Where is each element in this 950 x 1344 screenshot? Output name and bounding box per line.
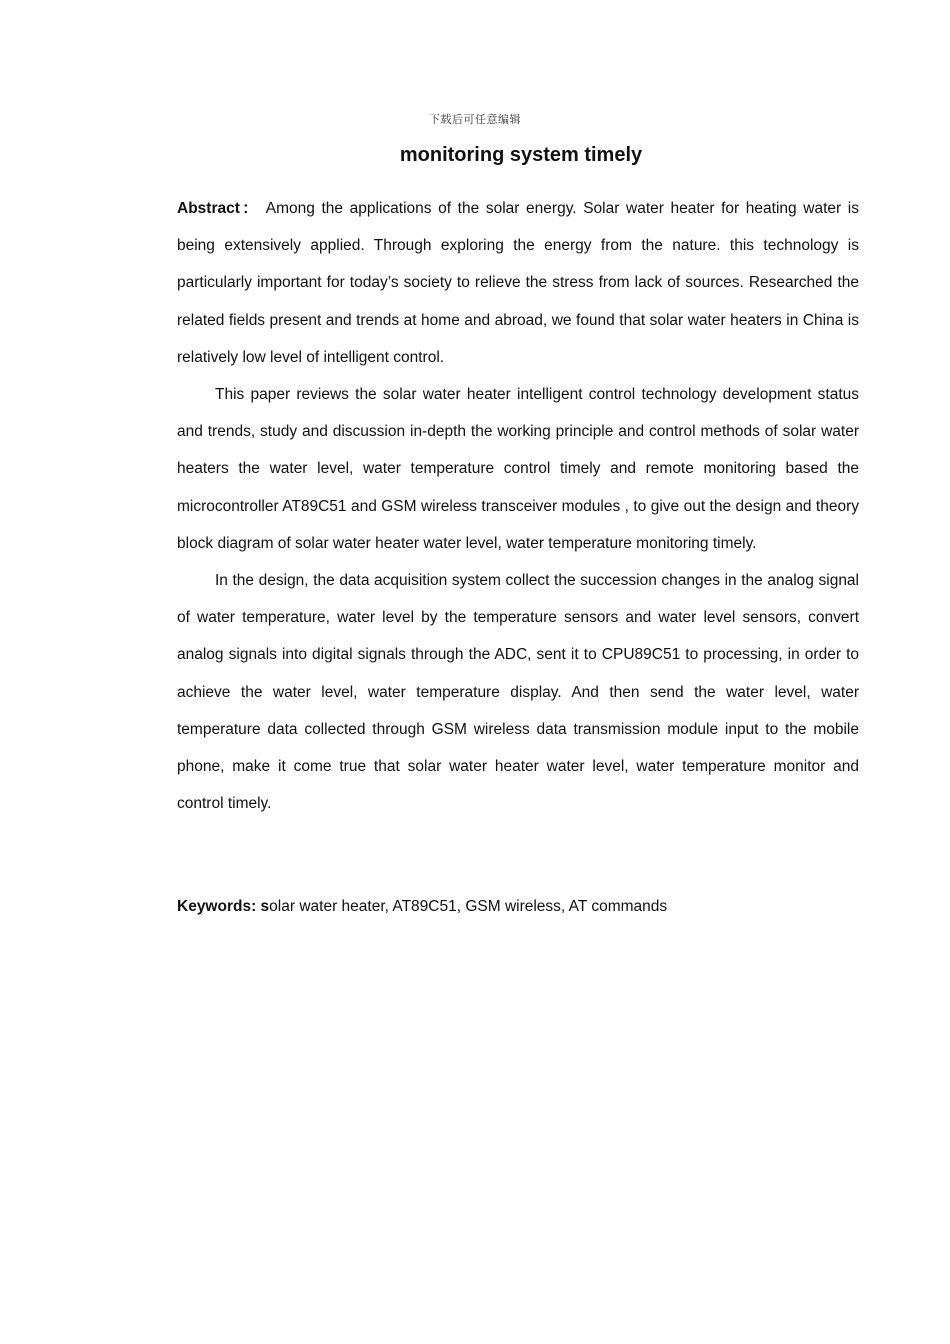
abstract-paragraph-2: This paper reviews the solar water heater intelligent control technology development status and trends, study and discussion in-depth the working principle and control methods of solar water heaters the water level, water temperature control timely and remote monitoring based the microcontroller AT89C51 and GSM wireless transceiver modules , to give out the design and theory block diagram of solar water heater water level, water temperature monitoring timely. bbox=[177, 386, 859, 552]
abstract-label: Abstract： bbox=[177, 200, 260, 217]
abstract-paragraph-1-text: Among the applications of the solar energy. Solar water heater for heating water is being extensively applied. Through exploring the energy from the nature. this technology is particularly important for today’s society to relieve the stress from lack of sources. Researched the related fields present and trends at home and abroad, we found that solar water heaters in China is relatively low level of intelligent control. bbox=[177, 200, 859, 366]
document-title: monitoring system timely bbox=[399, 144, 643, 166]
keywords-label: Keywords: s bbox=[177, 898, 270, 915]
abstract-paragraph-3: In the design, the data acquisition system collect the succession changes in the analog signal of water temperature, water level by the temperature sensors and water level sensors, convert analog signals into digital signals through the ADC, sent it to CPU89C51 to processing, in order to achieve the water level, water temperature display. And then send the water level, water temperature data collected through GSM wireless data transmission module input to the mobile phone, make it come true that solar water heater water level, water temperature monitor and control timely. bbox=[177, 572, 859, 813]
abstract-section bbox=[177, 190, 859, 822]
abstract-paragraph-1 bbox=[177, 190, 859, 376]
keywords-line bbox=[177, 888, 859, 925]
header-note: 下载后可任意编辑 bbox=[429, 113, 521, 126]
keywords-text: olar water heater, AT89C51, GSM wireless, AT commands bbox=[269, 898, 668, 915]
